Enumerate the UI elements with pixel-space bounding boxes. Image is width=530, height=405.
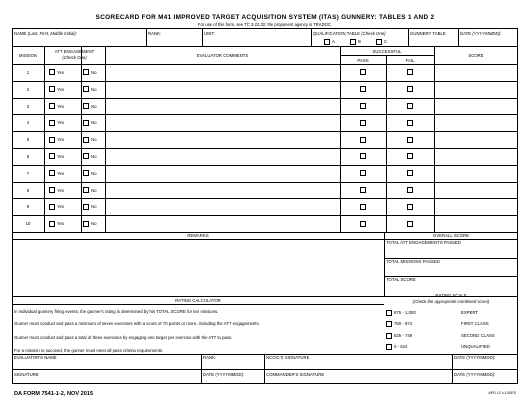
score-field[interactable] [435,199,517,214]
evaluator-name-label: EVALUATOR'S NAME [14,355,57,360]
rating-calc-line-1: In individual gunnery firing events, the gunner's rating is determined by his TOTAL SCORE for ten missions. [14,309,219,314]
att-yes-checkbox[interactable] [49,204,55,210]
pass-checkbox[interactable] [360,170,366,176]
mission-number: 2 [26,86,30,92]
att-no-label: No [91,69,97,75]
score-field[interactable] [435,166,517,181]
att-no-label: No [91,120,97,126]
fail-checkbox[interactable] [407,221,413,227]
score-field[interactable] [435,82,517,97]
pass-checkbox[interactable] [360,69,366,75]
rating-name: UNQUALIFIED [461,344,490,349]
att-no-label: No [91,103,97,109]
att-yes-checkbox[interactable] [49,221,55,227]
evaluator-comment-field[interactable] [106,65,339,80]
mission-number: 4 [26,120,30,126]
pass-checkbox[interactable] [360,86,366,92]
att-no-checkbox[interactable] [83,137,89,143]
mission-number: 9 [26,204,30,210]
att-no-label: No [91,204,97,210]
evaluator-comment-field[interactable] [106,115,339,130]
att-no-checkbox[interactable] [83,170,89,176]
score-field[interactable] [435,65,517,80]
fail-checkbox[interactable] [407,153,413,159]
rank-field-label: RANK: [148,31,162,36]
fail-checkbox[interactable] [407,137,413,143]
ncoic-date-field[interactable] [453,361,517,368]
pass-checkbox[interactable] [360,120,366,126]
fail-checkbox[interactable] [407,187,413,193]
pass-column-header: PASS [357,58,369,63]
att-no-checkbox[interactable] [83,204,89,210]
rating-calc-line-4: For a mission to succeed, the gunner must meet all pass criteria requirements. [14,348,164,353]
att-yes-label: Yes [57,137,65,143]
rating-calc-line-2: Gunner must conduct and pass a minimum of seven exercises with a score of 70 points or more, including the ATT engagements. [14,321,260,326]
qualification-c-label: C [384,39,388,44]
remarks-field[interactable] [13,240,383,295]
total-score-label: TOTAL SCORE [386,277,416,282]
evaluator-date-label: DATE (YYYYMMDD): [203,372,245,377]
score-column-header: SCORE [468,53,484,58]
ncoic-signature-field[interactable] [265,361,451,368]
att-no-label: No [91,137,97,143]
commander-signature-label: COMMANDER'S SIGNATURE [266,372,325,377]
att-yes-label: Yes [57,170,65,176]
fail-checkbox[interactable] [407,170,413,176]
evaluator-comment-field[interactable] [106,166,339,181]
att-no-checkbox[interactable] [83,86,89,92]
fail-checkbox[interactable] [407,69,413,75]
att-no-label: No [91,86,97,92]
mission-number: 3 [26,103,30,109]
qualification-c-checkbox[interactable] [376,39,382,45]
form-version: APD LC v1.00ES [488,391,516,395]
evaluator-comment-field[interactable] [106,82,339,97]
name-field-label: NAME (Last, First, Middle Initial): [14,31,77,36]
qualification-a-checkbox[interactable] [324,39,330,45]
fail-checkbox[interactable] [407,204,413,210]
rating-range: 0 - 624 [394,344,408,349]
evaluator-rank-field[interactable] [202,361,263,368]
score-field[interactable] [435,132,517,147]
att-yes-checkbox[interactable] [49,86,55,92]
commander-date-field[interactable] [453,377,517,383]
qualification-b-checkbox[interactable] [350,39,356,45]
evaluator-signature-field[interactable] [13,377,200,383]
form-subtitle: For use of this form, see TC 3-22.32; the proponent agency is TRADOC. [197,22,333,27]
total-missions-label: TOTAL MISSIONS PASSED [386,259,440,264]
att-yes-checkbox[interactable] [49,103,55,109]
mission-number: 6 [26,153,30,159]
qualification-b-label: B [358,39,361,44]
fail-column-header: FAIL [405,58,415,63]
mission-number: 7 [26,170,30,176]
att-engagement-column-header: ATT ENGAGEMENT [54,49,95,54]
evaluator-signature-label: SIGNATURE [14,372,39,377]
att-no-label: No [91,187,97,193]
fail-checkbox[interactable] [407,120,413,126]
att-no-checkbox[interactable] [83,153,89,159]
rating-calc-line-3: Gunner must conduct and pass a total of three exercises by engaging one target per exercise with the ATT to pass. [14,335,233,340]
successful-column-header: SUCCESSFUL [372,49,402,54]
att-no-checkbox[interactable] [83,103,89,109]
pass-checkbox[interactable] [360,153,366,159]
att-yes-checkbox[interactable] [49,187,55,193]
att-yes-label: Yes [57,204,65,210]
att-yes-label: Yes [57,69,65,75]
rating-checkbox[interactable] [386,333,392,339]
qualification-a-label: A [332,39,335,44]
commander-date-label: DATE (YYYYMMDD): [454,372,496,377]
mission-number: 1 [26,69,30,75]
att-no-checkbox[interactable] [83,120,89,126]
att-yes-label: Yes [57,120,65,126]
evaluator-rank-label: RANK: [203,355,217,360]
pass-checkbox[interactable] [360,187,366,193]
rating-range: 750 - 874 [394,321,413,326]
att-yes-checkbox[interactable] [49,69,55,75]
mission-column-header: MISSION [18,53,38,58]
pass-checkbox[interactable] [360,137,366,143]
att-yes-checkbox[interactable] [49,120,55,126]
remarks-header: REMARKS [187,233,209,238]
ncoic-date-label: DATE (YYYYMMDD): [454,355,496,360]
pass-checkbox[interactable] [360,204,366,210]
att-yes-label: Yes [57,187,65,193]
att-no-checkbox[interactable] [83,187,89,193]
total-att-engagements-label: TOTAL ATT ENGAGEMENTS PASSED [386,240,461,245]
gunnery-table-label: GUNNERY TABLE [410,31,446,36]
rating-checkbox[interactable] [386,310,392,316]
evaluator-comment-field[interactable] [106,216,339,231]
rating-range: 625 - 749 [394,333,413,338]
form-number: DA FORM 7541-1-2, NOV 2015 [14,391,94,397]
att-yes-label: Yes [57,86,65,92]
rating-name: SECOND CLASS [461,333,495,338]
gunnery-table-field[interactable] [409,37,457,45]
qualification-table-label: QUALIFICATION TABLE (Check One) [313,31,386,36]
score-field[interactable] [435,149,517,164]
evaluator-comment-field[interactable] [106,132,339,147]
fail-checkbox[interactable] [407,86,413,92]
att-yes-label: Yes [57,221,65,227]
att-yes-checkbox[interactable] [49,137,55,143]
evaluator-comment-field[interactable] [106,149,339,164]
unit-field-label: UNIT: [204,31,215,36]
rank-field[interactable] [147,37,201,45]
name-field[interactable] [13,37,145,45]
att-yes-label: Yes [57,103,65,109]
att-no-label: No [91,170,97,176]
evaluator-name-field[interactable] [13,361,200,368]
att-yes-checkbox[interactable] [49,153,55,159]
overall-score-header: OVERALL SCORE [432,233,470,238]
att-no-label: No [91,221,97,227]
evaluator-comment-field[interactable] [106,183,339,198]
rating-checkbox[interactable] [386,321,392,327]
date-field[interactable] [459,37,517,45]
att-no-checkbox[interactable] [83,221,89,227]
mission-number: 8 [26,187,30,193]
unit-field[interactable] [203,37,310,45]
commander-signature-field[interactable] [265,377,451,383]
att-yes-checkbox[interactable] [49,170,55,176]
date-field-label: DATE (YYYYMMDD): [460,31,502,36]
mission-number: 5 [26,137,30,143]
score-field[interactable] [435,216,517,231]
score-field[interactable] [435,183,517,198]
rating-scale-header: RATING SCALE [435,293,467,298]
rating-range: 875 - 1,000 [394,310,416,315]
evaluator-comment-field[interactable] [106,99,339,114]
att-no-checkbox[interactable] [83,69,89,75]
att-no-label: No [91,153,97,159]
ncoic-signature-label: NCOIC'S SIGNATURE [266,355,310,360]
evaluator-comments-column-header: EVALUATOR COMMENTS [196,53,249,58]
pass-checkbox[interactable] [360,221,366,227]
rating-scale-hint: (Check the appropriate combined score) [412,299,490,304]
evaluator-comment-field[interactable] [106,199,339,214]
rating-name: EXPERT [461,310,479,315]
score-field[interactable] [435,115,517,130]
rating-checkbox[interactable] [386,344,392,350]
evaluator-date-field[interactable] [202,377,263,383]
form-title: SCORECARD FOR M41 IMPROVED TARGET ACQUISITION SYSTEM (ITAS) GUNNERY: TABLES 1 AND 2 [95,14,435,21]
fail-checkbox[interactable] [407,103,413,109]
pass-checkbox[interactable] [360,103,366,109]
att-engagement-hint: (Check One) [62,55,87,60]
rating-calculator-header: RATING CALCULATOR [175,298,221,303]
score-field[interactable] [435,99,517,114]
rating-name: FIRST CLASS [461,321,489,326]
mission-number: 10 [25,221,31,227]
att-yes-label: Yes [57,153,65,159]
